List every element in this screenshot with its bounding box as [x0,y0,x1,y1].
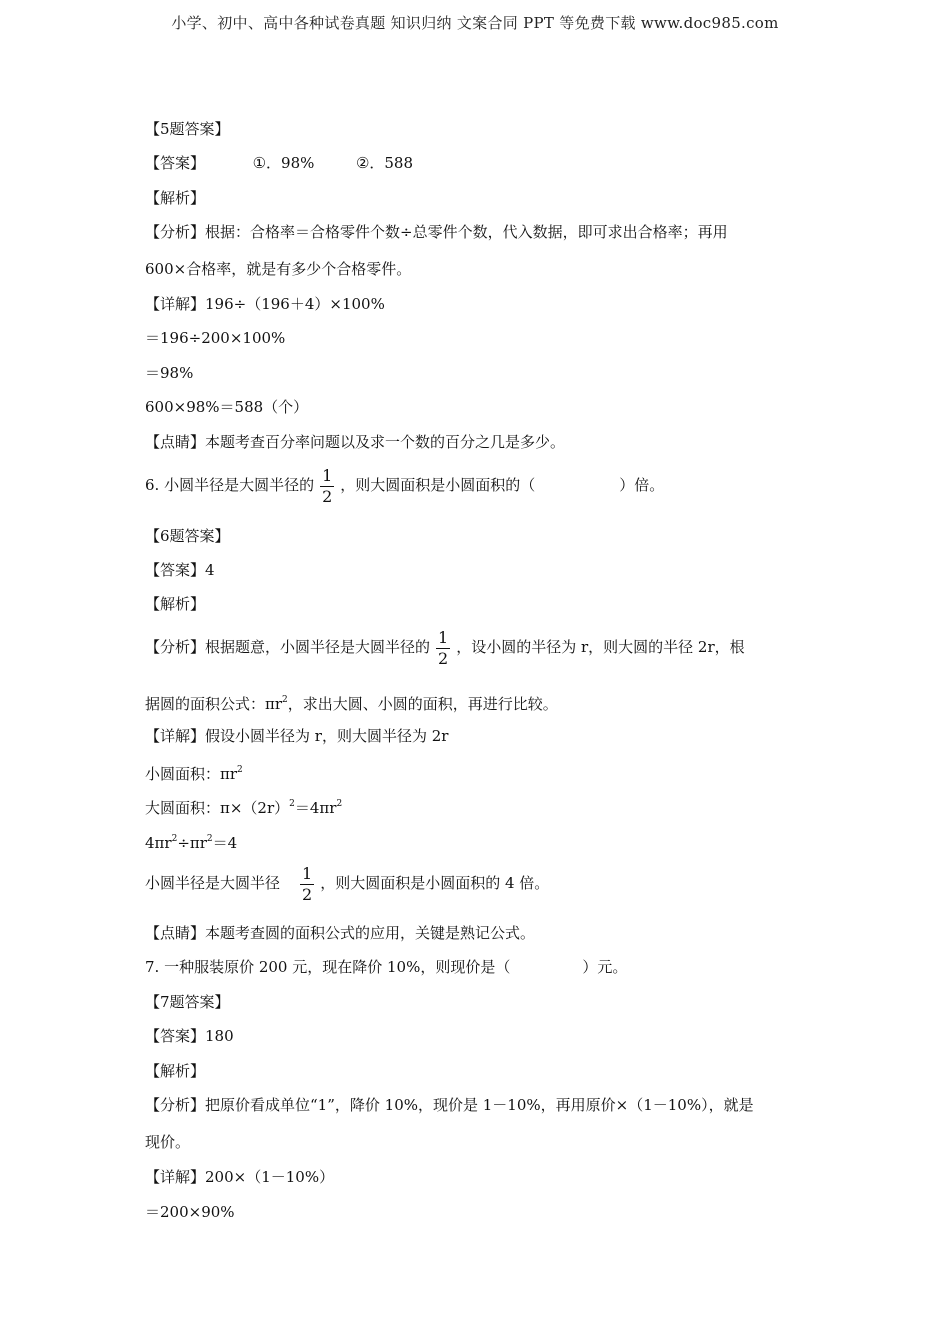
question-text: 6. 小圆半径是大圆半径的 [145,476,315,494]
question-text-after: ，则大圆面积是小圆面积的（ [340,476,536,494]
fraction-one-half [320,467,334,506]
q6-ratio [145,829,237,853]
q5-answer-line [145,153,413,173]
exponent: 2 [206,834,213,844]
big-area-result: ＝4πr [294,799,337,817]
fraction-denominator: 2 [302,884,313,904]
q5-fenxi-line-2: 600×合格率，就是有多少个合格零件。 [145,260,412,278]
answer-part-2: ②．588 [355,154,414,172]
exponent: 2 [171,834,178,844]
q6-answer: 【答案】4 [145,561,215,579]
fenxi-formula: 据圆的面积公式：πr [145,695,283,713]
q5-xiangjie-line-3: ＝98% [145,364,194,382]
fraction-denominator: 2 [322,486,333,506]
q6-question [145,462,664,508]
q5-analysis-label: 【解析】 [145,189,206,207]
ratio-divisor: ÷πr [177,834,207,852]
q6-answer-heading: 【6题答案】 [145,527,230,545]
answer-label: 【答案】 [145,154,206,172]
q7-answer-heading: 【7题答案】 [145,993,230,1011]
big-area-text: 大圆面积：π×（2r） [145,799,290,817]
fraction-numerator: 1 [322,465,333,485]
question-end: ）元。 [582,958,628,976]
fraction-denominator: 2 [438,648,449,668]
q5-fenxi-line-1: 【分析】根据：合格率＝合格零件个数÷总零件个数，代入数据，即可求出合格率；再用 [145,223,728,241]
q6-small-area [145,760,243,784]
q6-big-area [145,794,342,818]
q7-question [145,957,627,977]
q6-fenxi-line-2 [145,690,558,714]
ratio-text: 4πr [145,834,172,852]
conclusion-text-after: ，则大圆面积是小圆面积的 4 倍。 [320,874,550,892]
fenxi-text-after: ，设小圆的半径为 r，则大圆的半径 2r，根 [456,638,745,656]
q7-analysis-label: 【解析】 [145,1062,206,1080]
exponent: 2 [336,799,343,809]
fraction-numerator: 1 [302,863,313,883]
exponent: 2 [282,695,288,705]
question-text: 7. 一种服装原价 200 元，现在降价 10%，则现价是（ [145,958,511,976]
small-area-text: 小圆面积：πr [145,765,238,783]
q7-xiangjie-line-2: ＝200×90% [145,1203,235,1221]
q5-xiangjie-line-1: 【详解】196÷（196＋4）×100% [145,295,385,313]
fenxi-text: 【分析】根据题意，小圆半径是大圆半径的 [145,638,431,656]
q5-xiangjie-line-4: 600×98%＝588（个） [145,398,309,416]
fraction-numerator: 1 [438,627,449,647]
page-header: 小学、初中、高中各种试卷真题 知识归纳 文案合同 PPT 等免费下载 www.doc985.com [171,14,779,32]
fraction-one-half [436,629,450,668]
q5-dianjing: 【点睛】本题考查百分率问题以及求一个数的百分之几是多少。 [145,433,566,451]
q5-xiangjie-line-2: ＝196÷200×100% [145,329,286,347]
q6-dianjing: 【点睛】本题考查圆的面积公式的应用，关键是熟记公式。 [145,924,536,942]
q7-fenxi-line-2: 现价。 [145,1133,191,1151]
question-end: ）倍。 [619,476,665,494]
q7-answer: 【答案】180 [145,1027,234,1045]
answer-part-1: ①．98% [252,154,315,172]
q5-answer-heading: 【5题答案】 [145,120,230,138]
ratio-result: ＝4 [212,834,238,852]
q6-analysis-label: 【解析】 [145,595,206,613]
q7-fenxi-line-1: 【分析】把原价看成单位“1”，降价 10%，现价是 1－10%，再用原价×（1－10%），就是 [145,1096,754,1114]
q6-conclusion [145,860,549,906]
q6-fenxi-line-1 [145,624,745,670]
q6-xiangjie-line-1: 【详解】假设小圆半径为 r，则大圆半径为 2r [145,727,449,745]
conclusion-text: 小圆半径是大圆半径 [145,874,281,892]
fraction-one-half [300,865,314,904]
fenxi-text: ，求出大圆、小圆的面积，再进行比较。 [287,695,558,713]
exponent: 2 [237,765,243,775]
q7-xiangjie-line-1: 【详解】200×（1－10%） [145,1168,335,1186]
exponent: 2 [289,799,295,809]
